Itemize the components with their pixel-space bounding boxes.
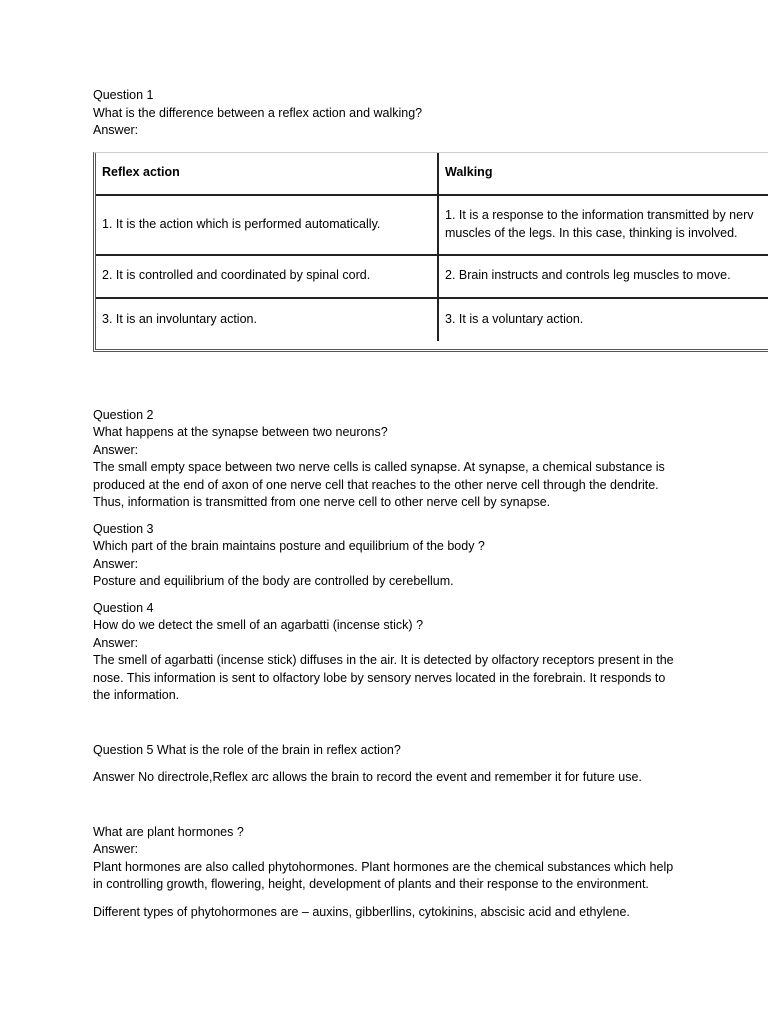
question-2-block — [93, 407, 768, 512]
question-4-answer: The smell of agarbatti (incense stick) diffuses in the air. It is detected by olfactory receptors present in the nose. This information is sent to olfactory lobe by sensory nerves located in the forebrain. It responds to the information. — [93, 653, 674, 702]
question-3-text: Which part of the brain maintains posture and equilibrium of the body ? — [93, 539, 485, 553]
question-4-text: How do we detect the smell of an agarbatti (incense stick) ? — [93, 618, 424, 632]
table-cell: 2. Brain instructs and controls leg muscles to move. — [438, 255, 768, 298]
question-2-text: What happens at the synapse between two neurons? — [93, 425, 388, 439]
question-2-answer: The small empty space between two nerve cells is called synapse. At synapse, a chemical substance is produced at the end of axon of one nerve cell that reaches to the other nerve cell through the dendrite. Thus, information is transmitted from one nerve cell to other nerve cell by synapse. — [93, 460, 665, 509]
table-row — [96, 195, 768, 255]
question-4-title: Question 4 — [93, 600, 154, 615]
question-6-block — [93, 824, 768, 922]
table-row — [96, 255, 768, 298]
question-1-answer-label: Answer: — [93, 123, 139, 137]
table-header-row — [96, 153, 768, 195]
question-3-answer: Posture and equilibrium of the body are controlled by cerebellum. — [93, 574, 454, 588]
table-cell: 1. It is the action which is performed automatically. — [96, 195, 438, 255]
table-cell — [438, 195, 768, 255]
question-3-title: Question 3 — [93, 521, 154, 536]
question-1-title: Question 1 — [93, 88, 154, 102]
question-6-types: Different types of phytohormones are – auxins, gibberllins, cytokinins, abscisic acid and ethylene. — [93, 904, 630, 919]
question-6-text: What are plant hormones ? — [93, 824, 244, 839]
question-6-answer-label: Answer: — [93, 842, 139, 856]
header-walking: Walking — [438, 153, 768, 195]
question-3-block — [93, 521, 768, 591]
table-cell-line: muscles of the legs. In this case, thinking is involved. — [445, 225, 738, 240]
question-3-answer-label: Answer: — [93, 556, 139, 571]
question-6-answer: Plant hormones are also called phytohormones. Plant hormones are the chemical substances which help in controlling growth, flowering, height, development of plants and their response to the environment. — [93, 859, 674, 891]
document-page — [93, 87, 768, 921]
table-cell: 3. It is an involuntary action. — [96, 298, 438, 341]
question-4-block — [93, 600, 768, 705]
table-cell: 2. It is controlled and coordinated by spinal cord. — [96, 255, 438, 298]
question-1-text: What is the difference between a reflex action and walking? — [93, 105, 423, 120]
table-cell: 3. It is a voluntary action. — [445, 311, 584, 326]
table-cell-line: 1. It is a response to the information transmitted by nerv — [445, 208, 754, 222]
question-5-block — [93, 742, 768, 787]
table-row — [96, 298, 768, 341]
header-reflex-action: Reflex action — [96, 153, 438, 195]
question-5-answer: Answer No directrole,Reflex arc allows the brain to record the event and remember it for future use. — [93, 770, 642, 784]
question-2-title: Question 2 — [93, 407, 154, 422]
comparison-table — [93, 152, 768, 352]
question-5-text: Question 5 What is the role of the brain in reflex action? — [93, 742, 401, 757]
question-4-answer-label: Answer: — [93, 635, 139, 650]
question-2-answer-label: Answer: — [93, 442, 139, 457]
